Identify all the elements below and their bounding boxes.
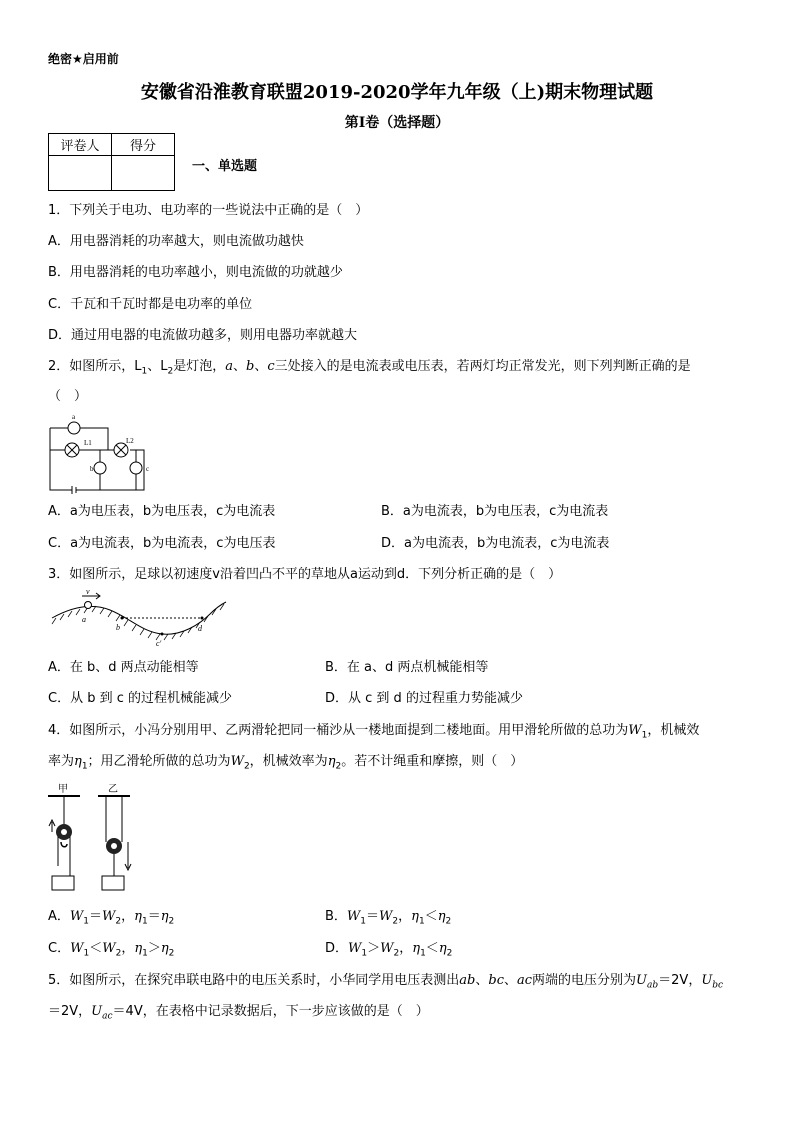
question-3-option-a: A．在 b、d 两点动能相等 <box>48 660 199 675</box>
label-b: b <box>116 623 120 632</box>
question-2-option-b: B．a为电流表，b为电压表，c为电流表 <box>381 504 609 519</box>
score-table-header-grader: 评卷人 <box>49 134 112 156</box>
question-4-stem-line1: 4．如图所示，小冯分别用甲、乙两滑轮把同一桶沙从一楼地面提到二楼地面。用甲滑轮所做的总功为$W_1$，机械效 <box>48 723 700 741</box>
label-yi: 乙 <box>108 784 118 795</box>
ball-icon <box>85 602 92 609</box>
question-2-option-a: A．a为电压表，b为电压表，c为电流表 <box>48 504 276 519</box>
question-4-option-b: B．$W_1=W_2$，$\eta_1<\eta_2$ <box>325 909 452 927</box>
question-2-option-d: D．a为电流表，b为电流表，c为电流表 <box>381 536 610 551</box>
question-3-terrain-diagram <box>50 590 228 648</box>
question-1-option-a: A．用电器消耗的功率越大，则电流做功越快 <box>48 234 304 249</box>
load-jia <box>52 876 74 890</box>
question-1-option-c: C．千瓦和千瓦时都是电功率的单位 <box>48 297 253 312</box>
label-c: c <box>146 465 150 473</box>
score-table <box>48 133 175 191</box>
label-d: d <box>198 624 202 633</box>
question-3-option-d: D．从 c 到 d 的过程重力势能减少 <box>325 691 523 706</box>
label-v: v <box>86 590 90 596</box>
score-table-cell-score <box>112 156 175 191</box>
question-4-option-d: D．$W_1>W_2$，$\eta_1<\eta_2$ <box>325 941 453 959</box>
question-1-option-b: B．用电器消耗的电功率越小，则电流做的功就越少 <box>48 265 343 280</box>
label-l1: L1 <box>84 439 92 447</box>
load-yi <box>102 876 124 890</box>
question-3-option-c: C．从 b 到 c 的过程机械能减少 <box>48 691 233 706</box>
pulley-jia-icon <box>56 824 72 840</box>
question-4-option-a: A．$W_1=W_2$，$\eta_1=\eta_2$ <box>48 909 175 927</box>
question-2-stem-line2: （ ） <box>48 389 88 404</box>
label-b: b <box>90 465 94 473</box>
question-2-stem: 2．如图所示，$L_1$、$L_2$是灯泡，a、b、c三处接入的是电流表或电压表，若两灯均正常发光，则下列判断正确的是 <box>48 359 691 377</box>
question-5-stem-line2: ＝2V，$U_{ac}=4V$，在表格中记录数据后，下一步应该做的是（ ） <box>48 1004 429 1022</box>
question-5-stem-line1: 5．如图所示，在探究串联电路中的电压关系时，小华同学用电压表测出ab、bc、ac两端的电压分别为$U_{ab}=2V$，$U_{bc}$ <box>48 973 724 991</box>
label-a: a <box>72 414 76 421</box>
label-l2: L2 <box>126 437 134 445</box>
score-table-cell-grader <box>49 156 112 191</box>
page-title: 安徽省沿淮教育联盟2019-2020学年九年级（上)期末物理试题 <box>140 82 654 103</box>
label-c: c' <box>156 639 162 648</box>
question-2-option-c: C．a为电流表，b为电流表，c为电压表 <box>48 536 276 551</box>
pulley-yi-icon <box>106 838 122 854</box>
page-subtitle: 第I卷（选择题） <box>344 115 450 131</box>
label-a: a <box>82 615 86 624</box>
meter-b-symbol <box>94 462 106 474</box>
question-3-option-b: B．在 a、d 两点机械能相等 <box>325 660 489 675</box>
question-2-circuit-diagram <box>46 414 156 496</box>
question-1-option-d: D．通过用电器的电流做功越多，则用电器功率就越大 <box>48 328 358 343</box>
label-jia: 甲 <box>58 784 68 795</box>
score-table-header-score: 得分 <box>112 134 175 156</box>
section-heading: 一、单选题 <box>192 159 258 174</box>
meter-c-symbol <box>130 462 142 474</box>
confidential-label: 绝密★启用前 <box>48 52 119 66</box>
question-3-stem: 3．如图所示，足球以初速度v沿着凹凸不平的草地从a运动到d．下列分析正确的是（ ） <box>48 567 562 582</box>
question-4-option-c: C．$W_1<W_2$，$\eta_1>\eta_2$ <box>48 941 175 959</box>
meter-a-symbol <box>68 422 80 434</box>
question-4-stem-line2: 率为$\eta_1$；用乙滑轮所做的总功为$W_2$，机械效率为$\eta_2$。若不计绳重和摩擦，则（ ） <box>48 754 524 772</box>
question-1-stem: 1．下列关于电功、电功率的一些说法中正确的是（ ） <box>48 203 369 218</box>
question-4-pulley-diagram <box>44 782 144 892</box>
